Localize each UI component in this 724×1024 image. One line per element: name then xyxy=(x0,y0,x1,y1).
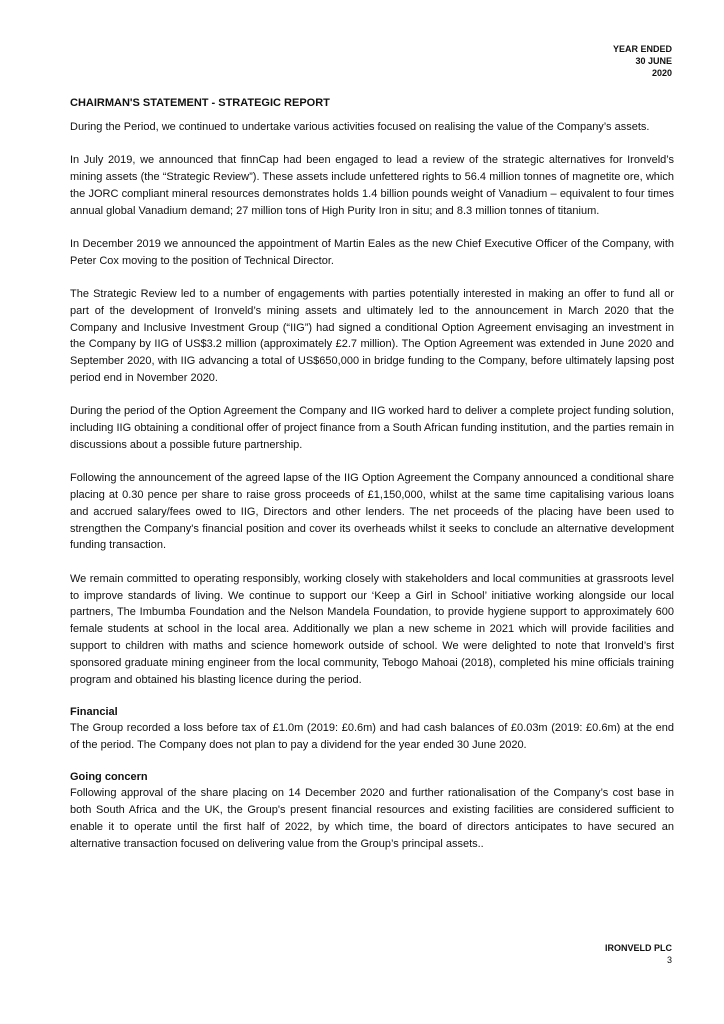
section-going-concern xyxy=(70,770,674,852)
paragraph-project-funding: During the period of the Option Agreement the Company and IIG worked hard to deliver a complete project funding solution, including IIG obtaining a conditional offer of project finance from a South African funding institution, and the parties remain in discussions about a possible future partnership. xyxy=(70,405,674,451)
header-date: 30 JUNE xyxy=(635,56,672,66)
footer-company-name: IRONVELD PLC xyxy=(604,943,672,953)
paragraph-ceo-appointment: In December 2019 we announced the appointment of Martin Eales as the new Chief Executive Officer of the Company, with Peter Cox moving to the position of Technical Director. xyxy=(70,237,674,267)
section-heading-financial: Financial xyxy=(70,705,118,718)
section-financial xyxy=(70,705,674,754)
section-text-financial: The Group recorded a loss before tax of £1.0m (2019: £0.6m) and had cash balances of £0.03m (2019: £0.6m) at the end of the period. The Company does not plan to pay a dividend for the year ended 30 June 2020. xyxy=(70,721,674,751)
page-title: CHAIRMAN'S STATEMENT - STRATEGIC REPORT xyxy=(70,97,330,109)
paragraph-community: We remain committed to operating responsibly, working closely with stakeholders and local communities at grassroots level to improve standards of living. We continue to support our ‘Keep a Girl in School’ initiative working alongside our local partners, The Imbumba Foundation and the Nelson Mandela Foundation, to provide hygiene support to approximately 600 female students at school in the local area. Additionally we plan a new scheme in 2021 which will provide facilities and support to children with maths and science homework outside of school. We were delighted to note that Ironveld’s first sponsored graduate mining engineer from the local community, Tebogo Mahoai (2018), completed his mine officials training program and obtained his blasting licence during the period. xyxy=(70,572,674,686)
paragraph-option-agreement: The Strategic Review led to a number of engagements with parties potentially interested in making an offer to fund all or part of the development of Ironveld’s mining assets and ultimately led to the announcement in March 2020 that the Company and Inclusive Investment Group (“IIG”) had signed a conditional Option Agreement envisaging an investment in the Company by IIG of US$3.2 million (approximately £2.7 million). The Option Agreement was extended in June 2020 and September 2020, with IIG advancing a total of US$650,000 in bridge funding to the Company, before ultimately lapsing post period end in November 2020. xyxy=(70,288,674,385)
paragraph-share-placing: Following the announcement of the agreed lapse of the IIG Option Agreement the Company announced a conditional share placing at 0.30 pence per share to raise gross proceeds of £1,150,000, whilst at the same time capitalising various loans and accrued salary/fees owed to IIG, Directors and other lenders. The net proceeds of the placing have been used to strengthen the Company's financial position and cover its overheads whilst it seeks to conclude an alternative development funding transaction. xyxy=(70,472,674,552)
page-number: 3 xyxy=(666,955,672,965)
header-year: 2020 xyxy=(651,68,672,78)
document-body xyxy=(70,96,674,870)
paragraph-intro: During the Period, we continued to undertake various activities focused on realising the value of the Company’s assets. xyxy=(70,121,650,133)
section-text-going-concern: Following approval of the share placing on 14 December 2020 and further rationalisation of the Company’s cost base in both South Africa and the UK, the Group's present financial resources and existing facilities are considered sufficient to enable it to operate until the first half of 2022, by which time, the board of directors anticipates to have secured an alternative transaction focused on delivering value from the Group’s principal assets.. xyxy=(70,787,674,850)
header-year-ended: YEAR ENDED xyxy=(612,44,672,54)
page-footer xyxy=(605,942,672,966)
paragraph-strategic-review: In July 2019, we announced that finnCap had been engaged to lead a review of the strategic alternatives for Ironveld’s mining assets (the “Strategic Review”). These assets include unfettered rights to 56.4 million tonnes of magnetite ore, which the JORC compliant mineral resources demonstrates holds 1.4 billion pounds weight of Vanadium – equivalent to four times annual global Vanadium demand; 27 million tons of High Purity Iron in situ; and 8.3 million tonnes of titanium. xyxy=(70,154,674,217)
page-header xyxy=(613,43,672,79)
section-heading-going-concern: Going concern xyxy=(70,771,148,784)
